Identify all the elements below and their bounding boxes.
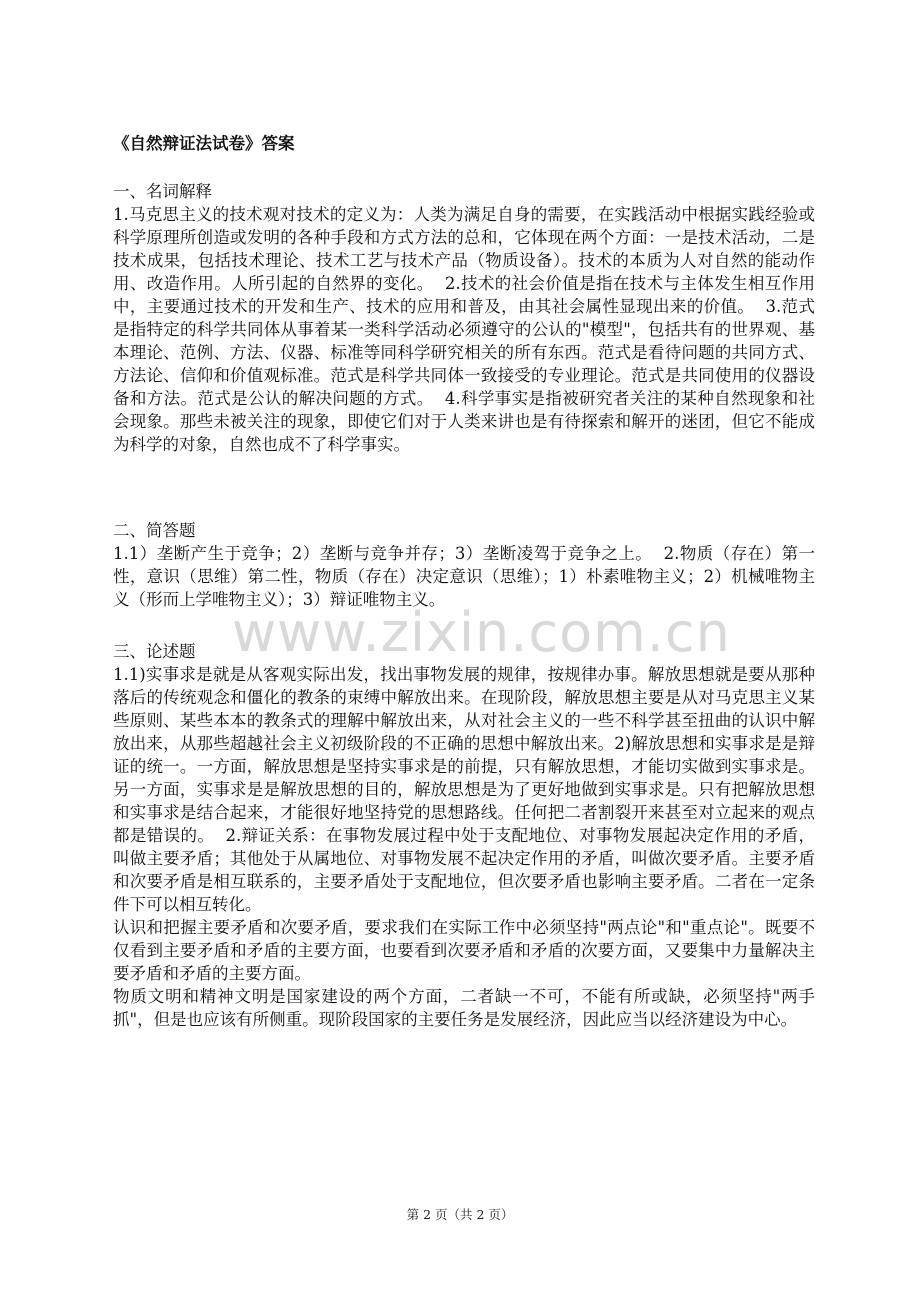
section-heading: 三、论述题 — [113, 642, 196, 661]
page-footer: 第 2 页（共 2 页） — [406, 1207, 514, 1222]
section-essay — [113, 641, 815, 1031]
paragraph: 1.1)实事求是就是从客观实际出发，找出事物发展的规律，按规律办事。解放思想就是要从那种落后的传统观念和僵化的教条的束缚中解放出来。在现阶段，解放思想主要是从对马克思主义某些原则、某些本本的教条式的理解中解放出来，从对社会主义的一些不科学甚至扭曲的认识中解放出来，从那些超越社会主义初级阶段的不正确的思想中解放出来。2)解放思想和实事求是是辩证的统一。一方面，解放思想是坚持实事求是的前提，只有解放思想，才能切实做到实事求是。另一方面，实事求是是解放思想的目的，解放思想是为了更好地做到实事求是。只有把解放思想和实事求是结合起来，才能很好地坚持党的思想路线。任何把二者割裂开来甚至对立起来的观点都是错误的。 2.辩证关系：在事物发展过程中处于支配地位、对事物发展起决定作用的矛盾，叫做主要矛盾；其他处于从属地位、对事物发展不起决定作用的矛盾，叫做次要矛盾。主要矛盾和次要矛盾是相互联系的，主要矛盾处于支配地位，但次要矛盾也影响主要矛盾。二者在一定条件下可以相互转化。 — [113, 665, 815, 914]
document-title: 《自然辩证法试卷》答案 — [113, 134, 295, 153]
section-heading: 一、名词解释 — [113, 182, 212, 201]
section-short-answer — [113, 520, 815, 611]
paragraph: 物质文明和精神文明是国家建设的两个方面，二者缺一不可，不能有所或缺，必须坚持"两手抓"，但是也应该有所侧重。现阶段国家的主要任务是发展经济，因此应当以经济建设为中心。 — [113, 987, 815, 1029]
section-definitions — [113, 181, 815, 456]
paragraph: 1.1）垄断产生于竞争；2）垄断与竞争并存；3）垄断凌驾于竞争之上。 2.物质（存在）第一性，意识（思维）第二性，物质（存在）决定意识（思维）；1）朴素唯物主义；2）机械唯物主义（形而上学唯物主义）；3）辩证唯物主义。 — [113, 544, 815, 609]
section-heading: 二、简答题 — [113, 521, 196, 540]
watermark: www.zixin.com.cn — [232, 601, 731, 664]
paragraph: 1.马克思主义的技术观对技术的定义为：人类为满足自身的需要，在实践活动中根据实践经验或科学原理所创造或发明的各种手段和方式方法的总和，它体现在两个方面：一是技术活动，二是技术成果，包括技术理论、技术工艺与技术产品（物质设备）。技术的本质为人对自然的能动作用、改造作用。人所引起的自然界的变化。 2.技术的社会价值是指在技术与主体发生相互作用中，主要通过技术的开发和生产、技术的应用和普及，由其社会属性显现出来的价值。 3.范式是指特定的科学共同体从事着某一类科学活动必须遵守的公认的"模型"，包括共有的世界观、基本理论、范例、方法、仪器、标准等同科学研究相关的所有东西。范式是看待问题的共同方式、方法论、信仰和价值观标准。范式是科学共同体一致接受的专业理论。范式是共同使用的仪器设备和方法。范式是公认的解决问题的方式。 4.科学事实是指被研究者关注的某种自然现象和社会现象。那些未被关注的现象，即使它们对于人类来讲也是有待探索和解开的迷团，但它不能成为科学的对象，自然也成不了科学事实。 — [113, 205, 815, 454]
paragraph: 认识和把握主要矛盾和次要矛盾，要求我们在实际工作中必须坚持"两点论"和"重点论"。既要不仅看到主要矛盾和矛盾的主要方面，也要看到次要矛盾和矛盾的次要方面，又要集中力量解决主要矛盾和矛盾的主要方面。 — [113, 918, 815, 983]
